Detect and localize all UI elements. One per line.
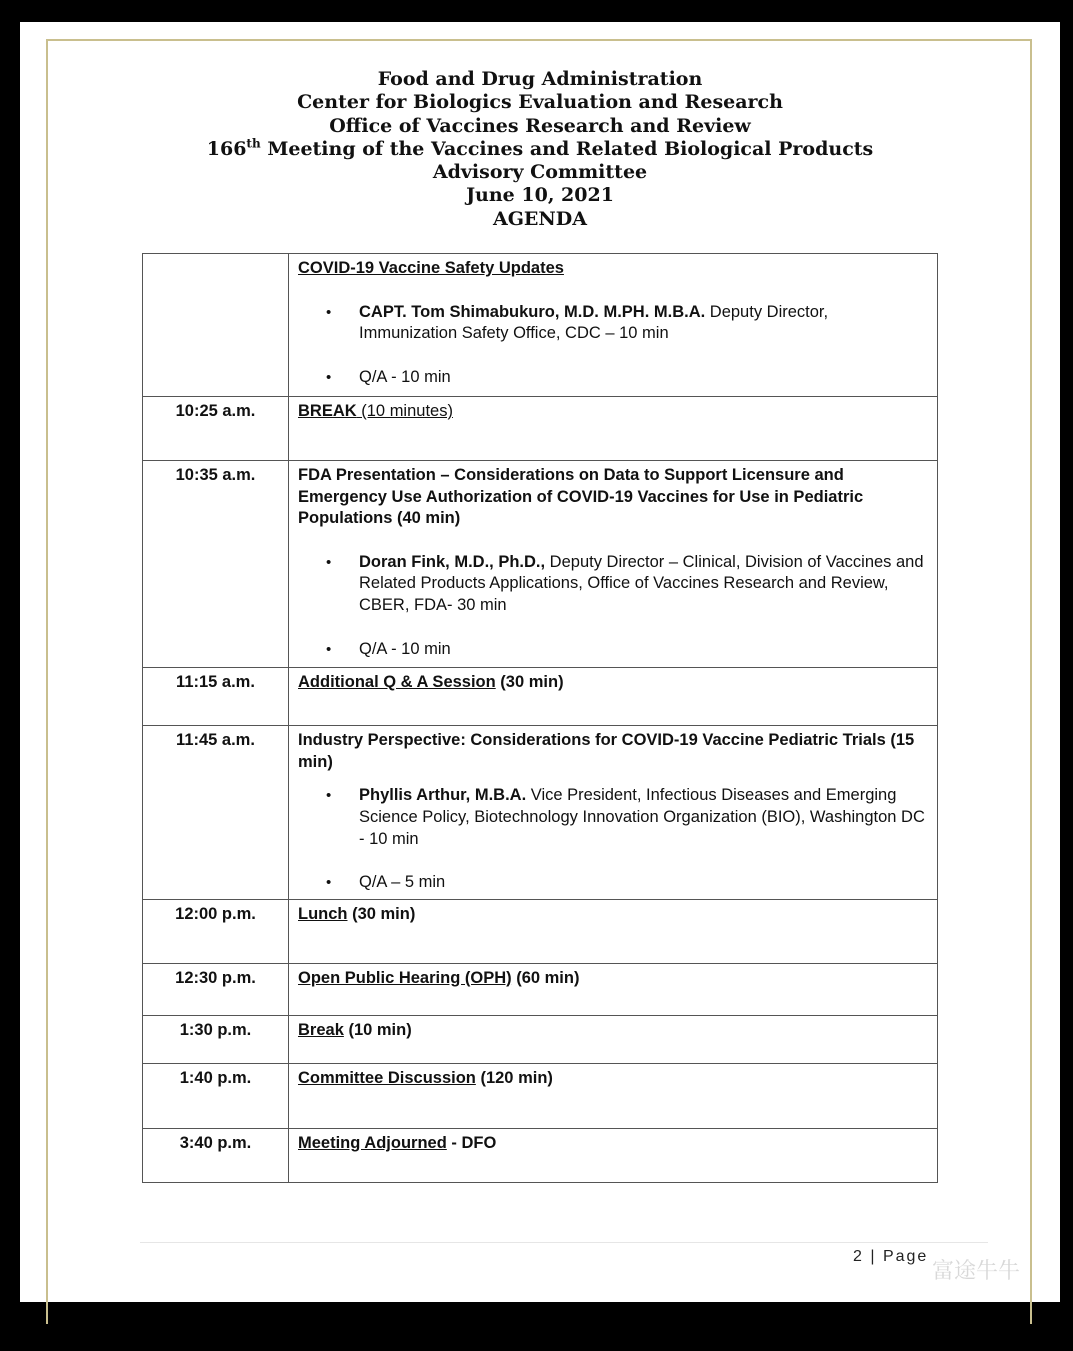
- agenda-time: 10:35 a.m.: [143, 461, 289, 668]
- session-title-underlined: COVID-19 Vaccine Safety Updates: [298, 259, 564, 277]
- bullet-icon: •: [326, 874, 332, 892]
- agenda-description: [289, 1129, 938, 1183]
- session-title: [298, 968, 929, 990]
- session-title: [298, 401, 929, 423]
- session-title-detail: - DFO: [446, 1134, 497, 1152]
- speaker-details: Q/A - 10 min: [359, 639, 451, 658]
- session-title: [298, 1020, 929, 1042]
- agenda-row: [143, 397, 938, 461]
- session-title: [298, 1133, 929, 1155]
- agenda-description: [289, 461, 938, 668]
- agenda-header: [20, 68, 1060, 231]
- speaker-item: [298, 552, 929, 617]
- speaker-list: [298, 785, 929, 894]
- agenda-description: [289, 397, 938, 461]
- agenda-time: 1:30 p.m.: [143, 1016, 289, 1064]
- meeting-number-suffix: th: [246, 136, 261, 151]
- speaker-details: Q/A - 10 min: [359, 368, 451, 387]
- agenda-description: [289, 726, 938, 900]
- agenda-description: [289, 254, 938, 397]
- session-title-detail: Industry Perspective: Considerations for COVID-19 Vaccine Pediatric Trials (15 min): [298, 731, 915, 771]
- agenda-table: [142, 253, 938, 1183]
- agenda-row: [143, 1064, 938, 1129]
- agenda-row: [143, 1129, 938, 1183]
- speaker-item: [298, 302, 929, 346]
- page-number: [853, 1248, 928, 1266]
- speaker-details: Deputy Director – Clinical, Division of Vaccines and Related Products Applications, Office of Vaccines Research and Review, CBER, FDA- 30 min: [359, 552, 924, 615]
- agenda-description: [289, 900, 938, 964]
- agenda-description: [289, 668, 938, 726]
- page-number-value: 2: [853, 1248, 864, 1265]
- header-date: June 10, 2021: [466, 184, 614, 207]
- agenda-row: [143, 900, 938, 964]
- agenda-time: 10:25 a.m.: [143, 397, 289, 461]
- header-office: Office of Vaccines Research and Review: [329, 114, 751, 137]
- session-title: [298, 258, 929, 280]
- session-title-detail: (10 min): [343, 1021, 412, 1039]
- session-title-underlined: Additional Q & A Session: [298, 673, 496, 691]
- session-title-underlined: Committee Discussion: [298, 1069, 476, 1087]
- speaker-item: [298, 367, 929, 389]
- agenda-time: 11:15 a.m.: [143, 668, 289, 726]
- agenda-description: [289, 1016, 938, 1064]
- bullet-icon: •: [326, 303, 332, 321]
- session-title-underlined: Break: [298, 1021, 344, 1039]
- header-committee: Advisory Committee: [432, 161, 648, 184]
- speaker-list: [298, 552, 929, 661]
- document-page: [20, 22, 1060, 1302]
- speaker-name: CAPT. Tom Shimabukuro, M.D. M.PH. M.B.A.: [359, 302, 706, 321]
- session-title-detail: (30 min): [347, 905, 416, 923]
- session-title: [298, 672, 929, 694]
- agenda-description: [289, 1064, 938, 1129]
- agenda-time: 12:30 p.m.: [143, 964, 289, 1016]
- header-agenda-label: AGENDA: [492, 207, 588, 230]
- agenda-time: [143, 254, 289, 397]
- header-agency: Food and Drug Administration: [377, 68, 703, 90]
- speaker-name: Phyllis Arthur, M.B.A.: [359, 786, 527, 804]
- header-meeting: [20, 138, 1060, 161]
- session-title-underlined: Open Public Hearing (OPH): [298, 969, 512, 987]
- speaker-item: [298, 639, 929, 661]
- agenda-row: [143, 254, 938, 397]
- session-title-detail: (30 min): [495, 673, 564, 691]
- bullet-icon: •: [326, 553, 332, 571]
- page-number-label: | Page: [863, 1248, 929, 1265]
- speaker-name: Doran Fink, M.D., Ph.D.,: [359, 552, 546, 571]
- session-title-detail: (60 min): [511, 969, 580, 987]
- session-title-underlined: BREAK: [298, 402, 357, 420]
- speaker-details: Deputy Director, Immunization Safety Office, CDC – 10 min: [359, 302, 829, 343]
- speaker-details: Vice President, Infectious Diseases and Emerging Science Policy, Biotechnology Innovation Organization (BIO), Washington DC - 10 min: [359, 786, 925, 848]
- speaker-item: [298, 872, 929, 894]
- meeting-title: Meeting of the Vaccines and Related Biological Products: [260, 137, 874, 160]
- session-title-underlined: Meeting Adjourned: [298, 1134, 447, 1152]
- agenda-time: 11:45 a.m.: [143, 726, 289, 900]
- watermark: 富途牛牛: [932, 1259, 1021, 1284]
- session-title-underlined: Lunch: [298, 905, 348, 923]
- agenda-row: [143, 668, 938, 726]
- session-title: [298, 904, 929, 926]
- agenda-row: [143, 726, 938, 900]
- agenda-time: 1:40 p.m.: [143, 1064, 289, 1129]
- session-title: [298, 730, 929, 773]
- agenda-row: [143, 1016, 938, 1064]
- agenda-description: [289, 964, 938, 1016]
- session-title-detail: (120 min): [475, 1069, 553, 1087]
- session-title-detail: (10 minutes): [356, 402, 453, 420]
- footer-divider: [140, 1242, 988, 1243]
- speaker-details: Q/A – 5 min: [359, 873, 446, 892]
- agenda-row: [143, 461, 938, 668]
- bullet-icon: •: [326, 787, 332, 804]
- session-title: [298, 1068, 929, 1090]
- bullet-icon: •: [326, 640, 332, 658]
- agenda-row: [143, 964, 938, 1016]
- agenda-time: 12:00 p.m.: [143, 900, 289, 964]
- session-title: [298, 465, 929, 530]
- speaker-list: [298, 302, 929, 389]
- session-title-detail: FDA Presentation – Considerations on Data to Support Licensure and Emergency Use Authorization of COVID-19 Vaccines for Use in Pediatric Populations (40 min): [298, 466, 864, 527]
- speaker-item: [298, 785, 929, 850]
- bullet-icon: •: [326, 369, 332, 387]
- meeting-number: 166: [206, 137, 247, 160]
- header-center: Center for Biologics Evaluation and Research: [297, 91, 783, 114]
- agenda-time: 3:40 p.m.: [143, 1129, 289, 1183]
